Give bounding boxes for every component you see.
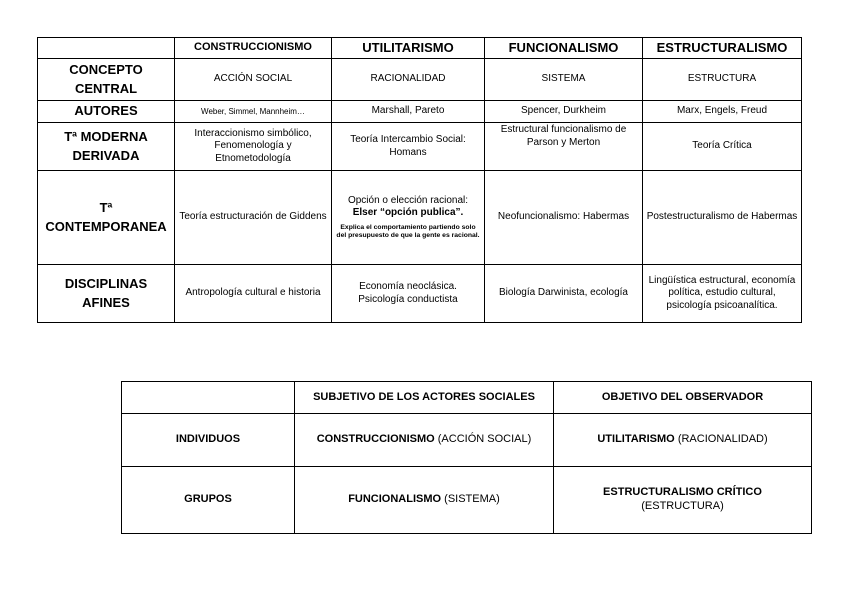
row-label-disciplinas-afines: DISCIPLINAS AFINES [38,265,175,323]
cell: Economía neoclásica. Psicología conductista [332,265,485,323]
cell: Weber, Simmel, Mannheim… [175,101,332,123]
table-row [38,123,802,171]
actors-observer-table [121,381,812,534]
cell: Biología Darwinista, ecología [485,265,643,323]
cell: Marshall, Pareto [332,101,485,123]
cell: Postestructuralismo de Habermas [643,171,802,265]
table-row [122,467,812,534]
header-construccionismo: CONSTRUCCIONISMO [175,38,332,59]
cell: ACCIÓN SOCIAL [175,59,332,101]
row-label-teoria-contemporanea: Tª CONTEMPORANEA [38,171,175,265]
cell: ESTRUCTURALISMO CRÍTICO (ESTRUCTURA) [554,467,812,534]
row-label-concepto-central: CONCEPTO CENTRAL [38,59,175,101]
cell [332,171,485,265]
row-label-grupos: GRUPOS [122,467,295,534]
cell: Lingüística estructural, economía política, estudio cultural, psicología psicoanalítica. [643,265,802,323]
cell: Neofuncionalismo: Habermas [485,171,643,265]
row-label-individuos: INDIVIDUOS [122,414,295,467]
cell: Teoría estructuración de Giddens [175,171,332,265]
row-label-autores: AUTORES [38,101,175,123]
cell-line: Elser “opción publica”. [352,207,464,219]
cell: Spencer, Durkheim [485,101,643,123]
table-row [38,59,802,101]
header-row [122,382,812,414]
header-subjetivo: SUBJETIVO DE LOS ACTORES SOCIALES [295,382,554,414]
table-row [38,265,802,323]
cell-line: Opción o elección racional: [347,194,469,206]
cell: ESTRUCTURA [643,59,802,101]
theories-table [37,37,802,323]
cell: Teoría Crítica [643,123,802,171]
cell: UTILITARISMO (RACIONALIDAD) [554,414,812,467]
row-label-teoria-moderna: Tª MODERNA DERIVADA [38,123,175,171]
cell: Marx, Engels, Freud [643,101,802,123]
cell: Estructural funcionalismo de Parson y Merton [485,123,643,171]
cell: FUNCIONALISMO (SISTEMA) [295,467,554,534]
header-funcionalismo: FUNCIONALISMO [485,38,643,59]
table-row [38,101,802,123]
cell-note: Explica el comportamiento partiendo solo del presupuesto de que la gente es racional. [336,223,480,239]
cell: SISTEMA [485,59,643,101]
header-row [38,38,802,59]
cell: CONSTRUCCIONISMO (ACCIÓN SOCIAL) [295,414,554,467]
table-row [38,171,802,265]
header-objetivo: OBJETIVO DEL OBSERVADOR [554,382,812,414]
header-estructuralismo: ESTRUCTURALISMO [643,38,802,59]
header-utilitarismo: UTILITARISMO [332,38,485,59]
cell: RACIONALIDAD [332,59,485,101]
table-row [122,414,812,467]
corner-cell [38,38,175,59]
corner-cell [122,382,295,414]
cell: Interaccionismo simbólico, Fenomenología y Etnometodología [175,123,332,171]
cell: Teoría Intercambio Social: Homans [332,123,485,171]
cell: Antropología cultural e historia [175,265,332,323]
